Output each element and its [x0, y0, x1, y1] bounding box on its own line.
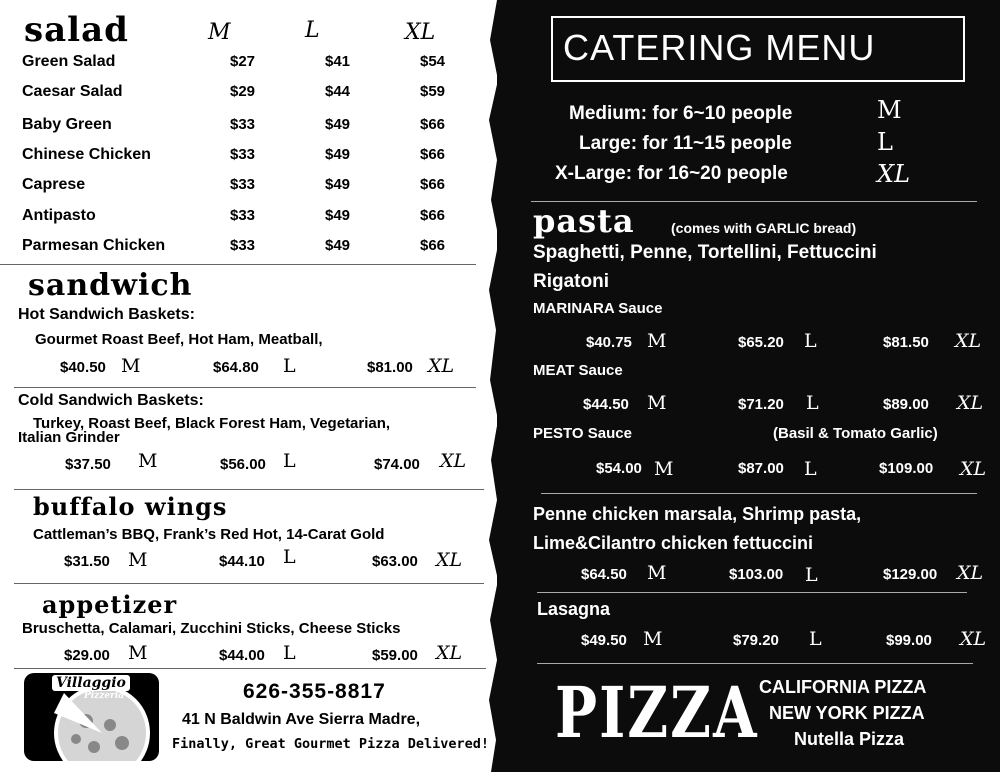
wings-price-xl: $63.00 — [372, 553, 418, 570]
catering-title: CATERING MENU — [563, 27, 876, 68]
cold-sandwich-label: Cold Sandwich Baskets: — [18, 392, 204, 409]
size-xl-label: XL — [436, 642, 463, 664]
size-xl-label: XL — [436, 549, 463, 571]
specialty-pasta-2: Lime&Cilantro chicken fettuccini — [533, 533, 814, 553]
specialty-price-m: $64.50 — [581, 566, 627, 583]
salad-price-xl: $59 — [420, 83, 446, 100]
hot-price-xl: $81.00 — [367, 359, 413, 376]
divider — [0, 264, 476, 265]
salad-price-m: $33 — [230, 176, 256, 193]
pasta-note: (comes with GARLIC bread) — [671, 220, 857, 236]
marinara-label: MARINARA Sauce — [533, 300, 663, 317]
marinara-price-l: $65.20 — [738, 334, 784, 351]
salad-price-xl: $66 — [420, 207, 446, 224]
size-m-label: M — [138, 450, 158, 472]
wings-price-m: $31.50 — [64, 553, 110, 570]
salad-price-l: $49 — [325, 146, 351, 163]
divider — [537, 592, 967, 593]
size-m-label: M — [654, 458, 674, 480]
medium-size-desc: Medium: for 6~10 people — [569, 103, 793, 124]
appetizer-items: Bruschetta, Calamari, Zucchini Sticks, Cheese Sticks — [22, 620, 401, 637]
size-l-label: L — [806, 392, 819, 414]
size-m-header: M — [208, 20, 231, 45]
salad-item-name: Caprese — [22, 176, 86, 193]
size-m-label: M — [643, 628, 663, 650]
size-xl-label: XL — [955, 330, 982, 352]
salad-price-l: $44 — [325, 83, 351, 100]
sandwich-heading: sandwich — [28, 268, 193, 303]
cold-price-xl: $74.00 — [374, 456, 420, 473]
size-xl-label: XL — [877, 160, 911, 188]
pizza-item: Nutella Pizza — [794, 729, 905, 749]
size-l-label: L — [283, 450, 296, 472]
size-m-label: M — [877, 96, 902, 124]
wings-items: Cattleman’s BBQ, Frank’s Red Hot, 14-Carat Gold — [33, 526, 385, 543]
meat-price-m: $44.50 — [583, 396, 629, 413]
specialty-price-l: $103.00 — [729, 566, 784, 583]
phone-number[interactable]: 626-355-8817 — [243, 680, 386, 703]
appetizer-heading: appetizer — [42, 590, 178, 619]
pesto-price-xl: $109.00 — [879, 460, 934, 477]
salad-price-l: $49 — [325, 207, 351, 224]
salad-price-m: $33 — [230, 207, 256, 224]
cold-price-m: $37.50 — [65, 456, 111, 473]
pesto-price-m: $54.00 — [596, 460, 642, 477]
lasagna-price-xl: $99.00 — [886, 632, 932, 649]
pizza-heading: PIZZA — [555, 672, 759, 755]
marinara-price-xl: $81.50 — [883, 334, 929, 351]
divider — [14, 583, 484, 584]
divider — [14, 387, 476, 388]
cold-sandwich-items-2: Italian Grinder — [18, 429, 120, 446]
salad-price-xl: $66 — [420, 116, 446, 133]
specialty-price-xl: $129.00 — [883, 566, 938, 583]
salad-price-l: $49 — [325, 237, 351, 254]
wings-heading: buffalo wings — [33, 492, 228, 521]
divider — [537, 663, 973, 664]
marinara-price-m: $40.75 — [586, 334, 632, 351]
size-xl-header: XL — [405, 20, 436, 45]
divider — [14, 489, 484, 490]
pizza-item: NEW YORK PIZZA — [769, 703, 925, 723]
salad-item-name: Baby Green — [22, 116, 112, 133]
salad-price-xl: $66 — [420, 237, 446, 254]
pesto-label: PESTO Sauce — [533, 425, 632, 442]
size-xl-label: XL — [960, 628, 987, 650]
salad-price-m: $33 — [230, 146, 256, 163]
cold-price-l: $56.00 — [220, 456, 266, 473]
logo — [24, 673, 159, 761]
size-xl-label: XL — [957, 392, 984, 414]
size-l-label: L — [809, 628, 822, 650]
appetizer-price-xl: $59.00 — [372, 647, 418, 664]
size-l-label: L — [283, 642, 296, 664]
salad-price-xl: $54 — [420, 53, 446, 70]
slogan: Finally, Great Gourmet Pizza Delivered! — [172, 736, 489, 752]
hot-sandwich-items: Gourmet Roast Beef, Hot Ham, Meatball, — [35, 331, 323, 348]
size-m-label: M — [128, 642, 148, 664]
pasta-types: Spaghetti, Penne, Tortellini, Fettuccini — [533, 242, 877, 263]
specialty-pasta: Penne chicken marsala, Shrimp pasta, — [533, 504, 862, 524]
salad-price-m: $33 — [230, 237, 256, 254]
salad-item-name: Parmesan Chicken — [22, 237, 166, 254]
divider — [541, 493, 977, 494]
salad-item-name: Green Salad — [22, 53, 116, 70]
pesto-note: (Basil & Tomato Garlic) — [773, 425, 938, 442]
torn-edge — [485, 0, 505, 772]
hot-price-m: $40.50 — [60, 359, 106, 376]
salad-item-name: Chinese Chicken — [22, 146, 151, 163]
size-xl-label: XL — [960, 458, 987, 480]
size-l-label: L — [804, 458, 817, 480]
salad-price-l: $49 — [325, 176, 351, 193]
divider — [14, 668, 486, 669]
salad-price-xl: $66 — [420, 176, 446, 193]
meat-price-l: $71.20 — [738, 396, 784, 413]
cold-sandwich-items: Turkey, Roast Beef, Black Forest Ham, Vegetarian, — [33, 415, 391, 432]
size-xl-label: XL — [440, 450, 467, 472]
logo-text: Villaggio — [52, 675, 130, 691]
size-l-label: L — [805, 564, 818, 586]
size-l-label: L — [283, 546, 296, 568]
address: 41 N Baldwin Ave Sierra Madre, — [182, 711, 421, 728]
salad-price-m: $29 — [230, 83, 256, 100]
size-l-label: L — [877, 128, 893, 156]
hot-price-l: $64.80 — [213, 359, 259, 376]
meat-price-xl: $89.00 — [883, 396, 929, 413]
size-m-label: M — [128, 549, 148, 571]
wings-price-l: $44.10 — [219, 553, 265, 570]
xlarge-size-desc: X-Large: for 16~20 people — [555, 163, 788, 184]
pesto-price-l: $87.00 — [738, 460, 784, 477]
size-l-label: L — [283, 355, 296, 377]
salad-heading: salad — [24, 10, 129, 50]
salad-price-l: $49 — [325, 116, 351, 133]
salad-item-name: Caesar Salad — [22, 83, 123, 100]
size-l-header: L — [305, 18, 320, 43]
salad-price-xl: $66 — [420, 146, 446, 163]
appetizer-price-m: $29.00 — [64, 647, 110, 664]
pasta-heading: pasta — [533, 202, 635, 240]
size-xl-label: XL — [428, 355, 455, 377]
size-m-label: M — [121, 355, 141, 377]
large-size-desc: Large: for 11~15 people — [579, 133, 792, 154]
salad-price-m: $27 — [230, 53, 256, 70]
hot-sandwich-label: Hot Sandwich Baskets: — [18, 306, 195, 323]
lasagna-price-m: $49.50 — [581, 632, 627, 649]
size-m-label: M — [647, 392, 667, 414]
lasagna-label: Lasagna — [537, 599, 611, 619]
size-m-label: M — [647, 330, 667, 352]
meat-label: MEAT Sauce — [533, 362, 623, 379]
appetizer-price-l: $44.00 — [219, 647, 265, 664]
salad-item-name: Antipasto — [22, 207, 96, 224]
size-l-label: L — [804, 330, 817, 352]
lasagna-price-l: $79.20 — [733, 632, 779, 649]
size-m-label: M — [647, 562, 667, 584]
size-xl-label: XL — [957, 562, 984, 584]
pizza-item: CALIFORNIA PIZZA — [759, 677, 927, 697]
salad-price-m: $33 — [230, 116, 256, 133]
logo-subtext: Pizzeria — [84, 691, 125, 701]
salad-price-l: $41 — [325, 53, 351, 70]
right-panel — [497, 0, 1000, 772]
pasta-types-2: Rigatoni — [533, 271, 609, 292]
